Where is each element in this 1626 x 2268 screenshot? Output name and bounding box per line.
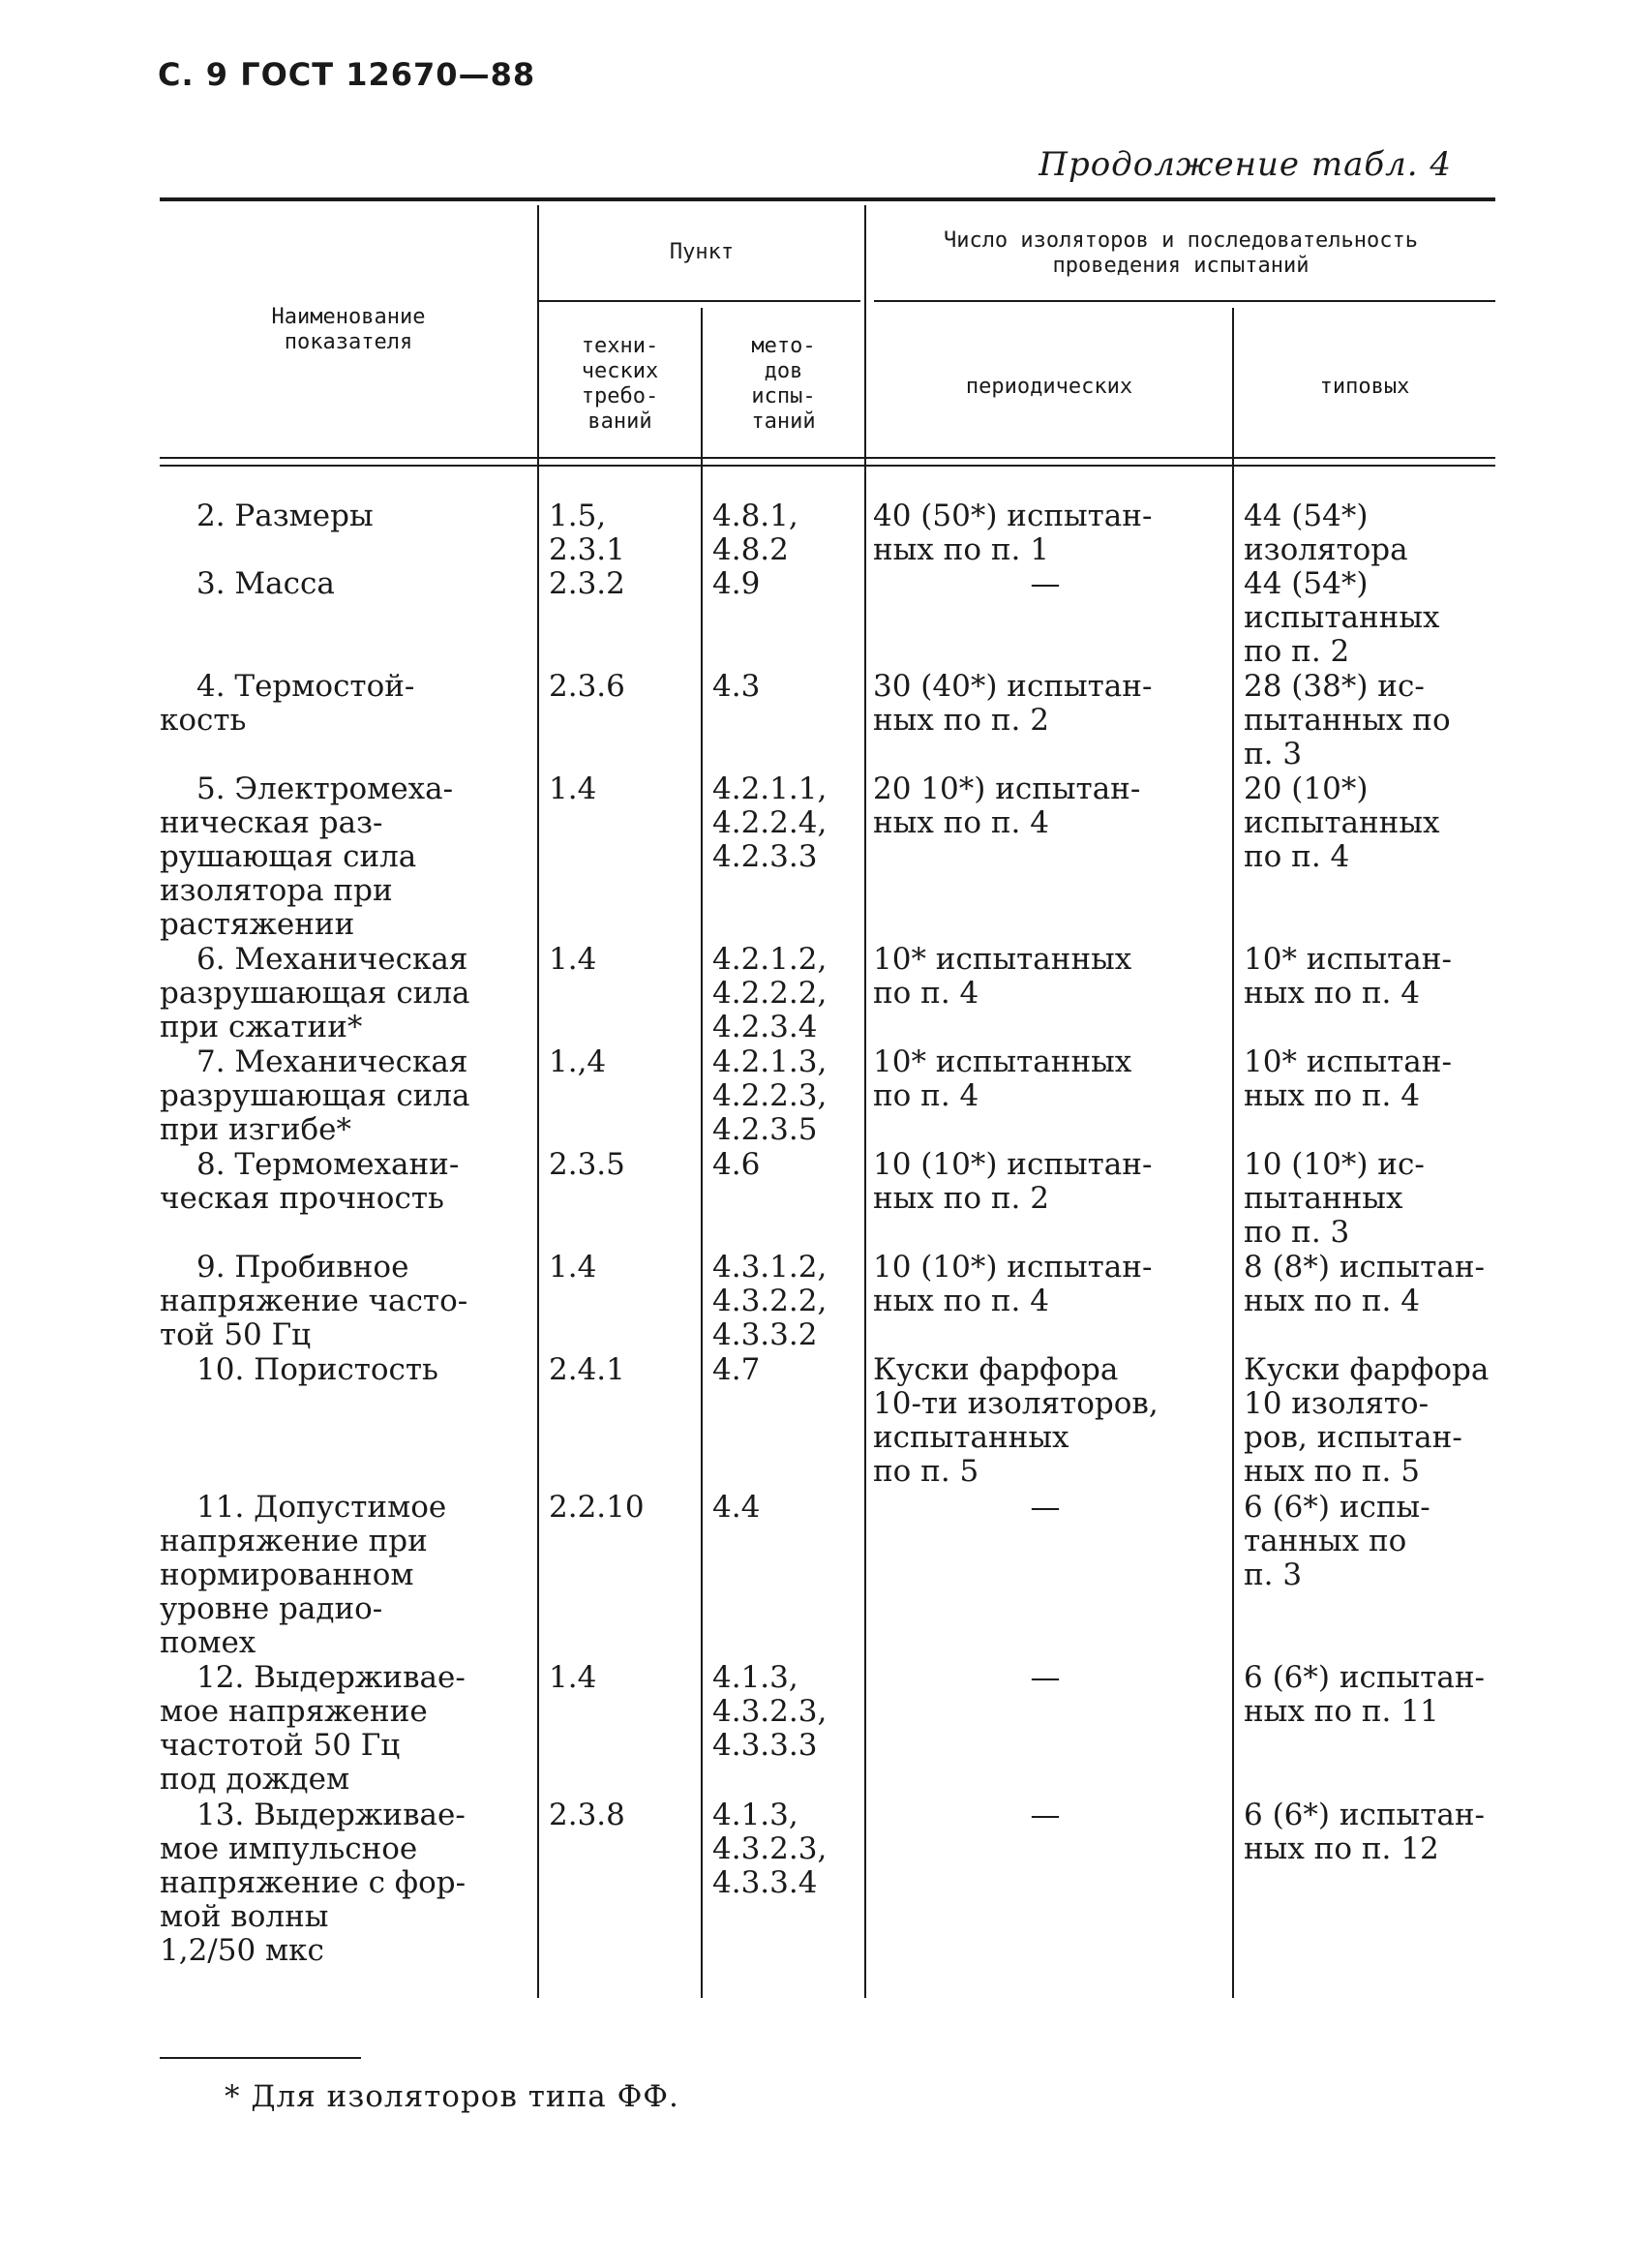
row-9-typical: 8 (8*) испытан- ных по п. 4 [1244, 1250, 1485, 1318]
row-7-typical: 10* испытан- ных по п. 4 [1244, 1044, 1452, 1113]
row-9-name: 9. Пробивное напряжение часто- той 50 Гц [160, 1250, 468, 1352]
header-count-group: Число изоляторов и последовательность проведения испытаний [943, 228, 1419, 278]
row-12-method: 4.1.3, 4.3.2.3, 4.3.3.3 [712, 1660, 828, 1763]
col-divider-4 [1232, 308, 1234, 1998]
row-3-name: 3. Масса [196, 566, 335, 601]
row-11-periodic: — [1030, 1490, 1061, 1525]
row-2-tech: 1.5, 2.3.1 [549, 499, 625, 567]
row-5-periodic: 20 10*) испытан- ных по п. 4 [873, 771, 1141, 840]
row-9-periodic: 10 (10*) испытан- ных по п. 4 [873, 1250, 1153, 1318]
row-8-tech: 2.3.5 [549, 1147, 625, 1182]
footnote: * Для изоляторов типа ФФ. [225, 2079, 679, 2114]
row-4-periodic: 30 (40*) испытан- ных по п. 2 [873, 669, 1153, 738]
row-6-name: 6. Механическая разрушающая сила при сжатии* [160, 942, 470, 1044]
row-7-name: 7. Механическая разрушающая сила при изгибе* [160, 1044, 470, 1147]
row-13-typical: 6 (6*) испытан- ных по п. 12 [1244, 1798, 1485, 1866]
row-6-typical: 10* испытан- ных по п. 4 [1244, 942, 1452, 1011]
table-caption: Продолжение табл. 4 [1039, 145, 1452, 184]
row-12-periodic: — [1030, 1660, 1061, 1695]
row-11-typical: 6 (6*) испы- танных по п. 3 [1244, 1490, 1430, 1592]
count-subheader-rule [874, 300, 1495, 302]
row-4-tech: 2.3.6 [549, 669, 625, 704]
row-11-tech: 2.2.10 [549, 1490, 645, 1525]
row-9-tech: 1.4 [549, 1250, 597, 1285]
row-13-tech: 2.3.8 [549, 1798, 625, 1832]
header-name-column: Наименование показателя [271, 305, 426, 354]
row-8-name: 8. Термомехани- ческая прочность [160, 1147, 460, 1216]
row-2-periodic: 40 (50*) испытан- ных по п. 1 [873, 499, 1153, 567]
row-7-periodic: 10* испытанных по п. 4 [873, 1044, 1132, 1113]
row-10-typical: Куски фарфора 10 изолято- ров, испытан- ных по п. 5 [1244, 1352, 1490, 1489]
table-top-rule [160, 197, 1495, 201]
row-3-tech: 2.3.2 [549, 566, 625, 601]
row-8-method: 4.6 [712, 1147, 761, 1182]
row-12-name: 12. Выдерживае- мое напряжение частотой 50 Гц под дождем [160, 1660, 466, 1797]
header-bottom-rule-2 [160, 465, 1495, 467]
row-7-tech: 1.,4 [549, 1044, 607, 1079]
row-6-tech: 1.4 [549, 942, 597, 977]
row-2-name: 2. Размеры [196, 499, 374, 533]
row-3-method: 4.9 [712, 566, 761, 601]
row-6-method: 4.2.1.2, 4.2.2.2, 4.2.3.4 [712, 942, 828, 1044]
header-tech-requirements: техни- ческих требо- ваний [581, 334, 659, 434]
row-2-typical: 44 (54*) изолятора [1244, 499, 1408, 567]
header-bottom-rule-1 [160, 457, 1495, 459]
row-5-tech: 1.4 [549, 771, 597, 806]
row-11-name: 11. Допустимое напряжение при нормированном уровне радио- помех [160, 1490, 447, 1660]
header-periodic: периодических [965, 375, 1133, 399]
page-header: С. 9 ГОСТ 12670—88 [158, 56, 536, 93]
row-13-method: 4.1.3, 4.3.2.3, 4.3.3.4 [712, 1798, 828, 1900]
row-10-method: 4.7 [712, 1352, 761, 1387]
row-8-periodic: 10 (10*) испытан- ных по п. 2 [873, 1147, 1153, 1216]
row-13-name: 13. Выдерживае- мое импульсное напряжение с фор- мой волны 1,2/50 мкс [160, 1798, 467, 1968]
row-8-typical: 10 (10*) ис- пытанных по п. 3 [1244, 1147, 1425, 1250]
row-3-periodic: — [1030, 566, 1061, 601]
row-5-typical: 20 (10*) испытанных по п. 4 [1244, 771, 1440, 874]
col-divider-2 [701, 308, 703, 1998]
row-10-name: 10. Пористость [196, 1352, 438, 1387]
row-5-name: 5. Электромеха- ническая раз- рушающая сила изолятора при растяжении [160, 771, 454, 942]
row-9-method: 4.3.1.2, 4.3.2.2, 4.3.3.2 [712, 1250, 828, 1352]
header-punkt-group: Пункт [669, 240, 735, 264]
row-12-tech: 1.4 [549, 1660, 597, 1695]
row-4-method: 4.3 [712, 669, 761, 704]
row-4-name: 4. Термостой- кость [160, 669, 415, 738]
row-5-method: 4.2.1.1, 4.2.2.4, 4.2.3.3 [712, 771, 828, 874]
col-divider-1 [537, 205, 539, 1998]
row-10-tech: 2.4.1 [549, 1352, 625, 1387]
row-7-method: 4.2.1.3, 4.2.2.3, 4.2.3.5 [712, 1044, 828, 1147]
footnote-divider [160, 2057, 361, 2059]
row-2-method: 4.8.1, 4.8.2 [712, 499, 798, 567]
header-typical: типовых [1319, 375, 1410, 399]
punkt-subheader-rule [537, 300, 860, 302]
header-test-methods: мето- дов испы- таний [751, 334, 816, 434]
row-3-typical: 44 (54*) испытанных по п. 2 [1244, 566, 1440, 669]
row-6-periodic: 10* испытанных по п. 4 [873, 942, 1132, 1011]
row-10-periodic: Куски фарфора 10-ти изоляторов, испытанных по п. 5 [873, 1352, 1159, 1489]
row-12-typical: 6 (6*) испытан- ных по п. 11 [1244, 1660, 1485, 1729]
col-divider-3 [864, 205, 866, 1998]
row-11-method: 4.4 [712, 1490, 761, 1525]
row-13-periodic: — [1030, 1798, 1061, 1832]
row-4-typical: 28 (38*) ис- пытанных по п. 3 [1244, 669, 1451, 771]
